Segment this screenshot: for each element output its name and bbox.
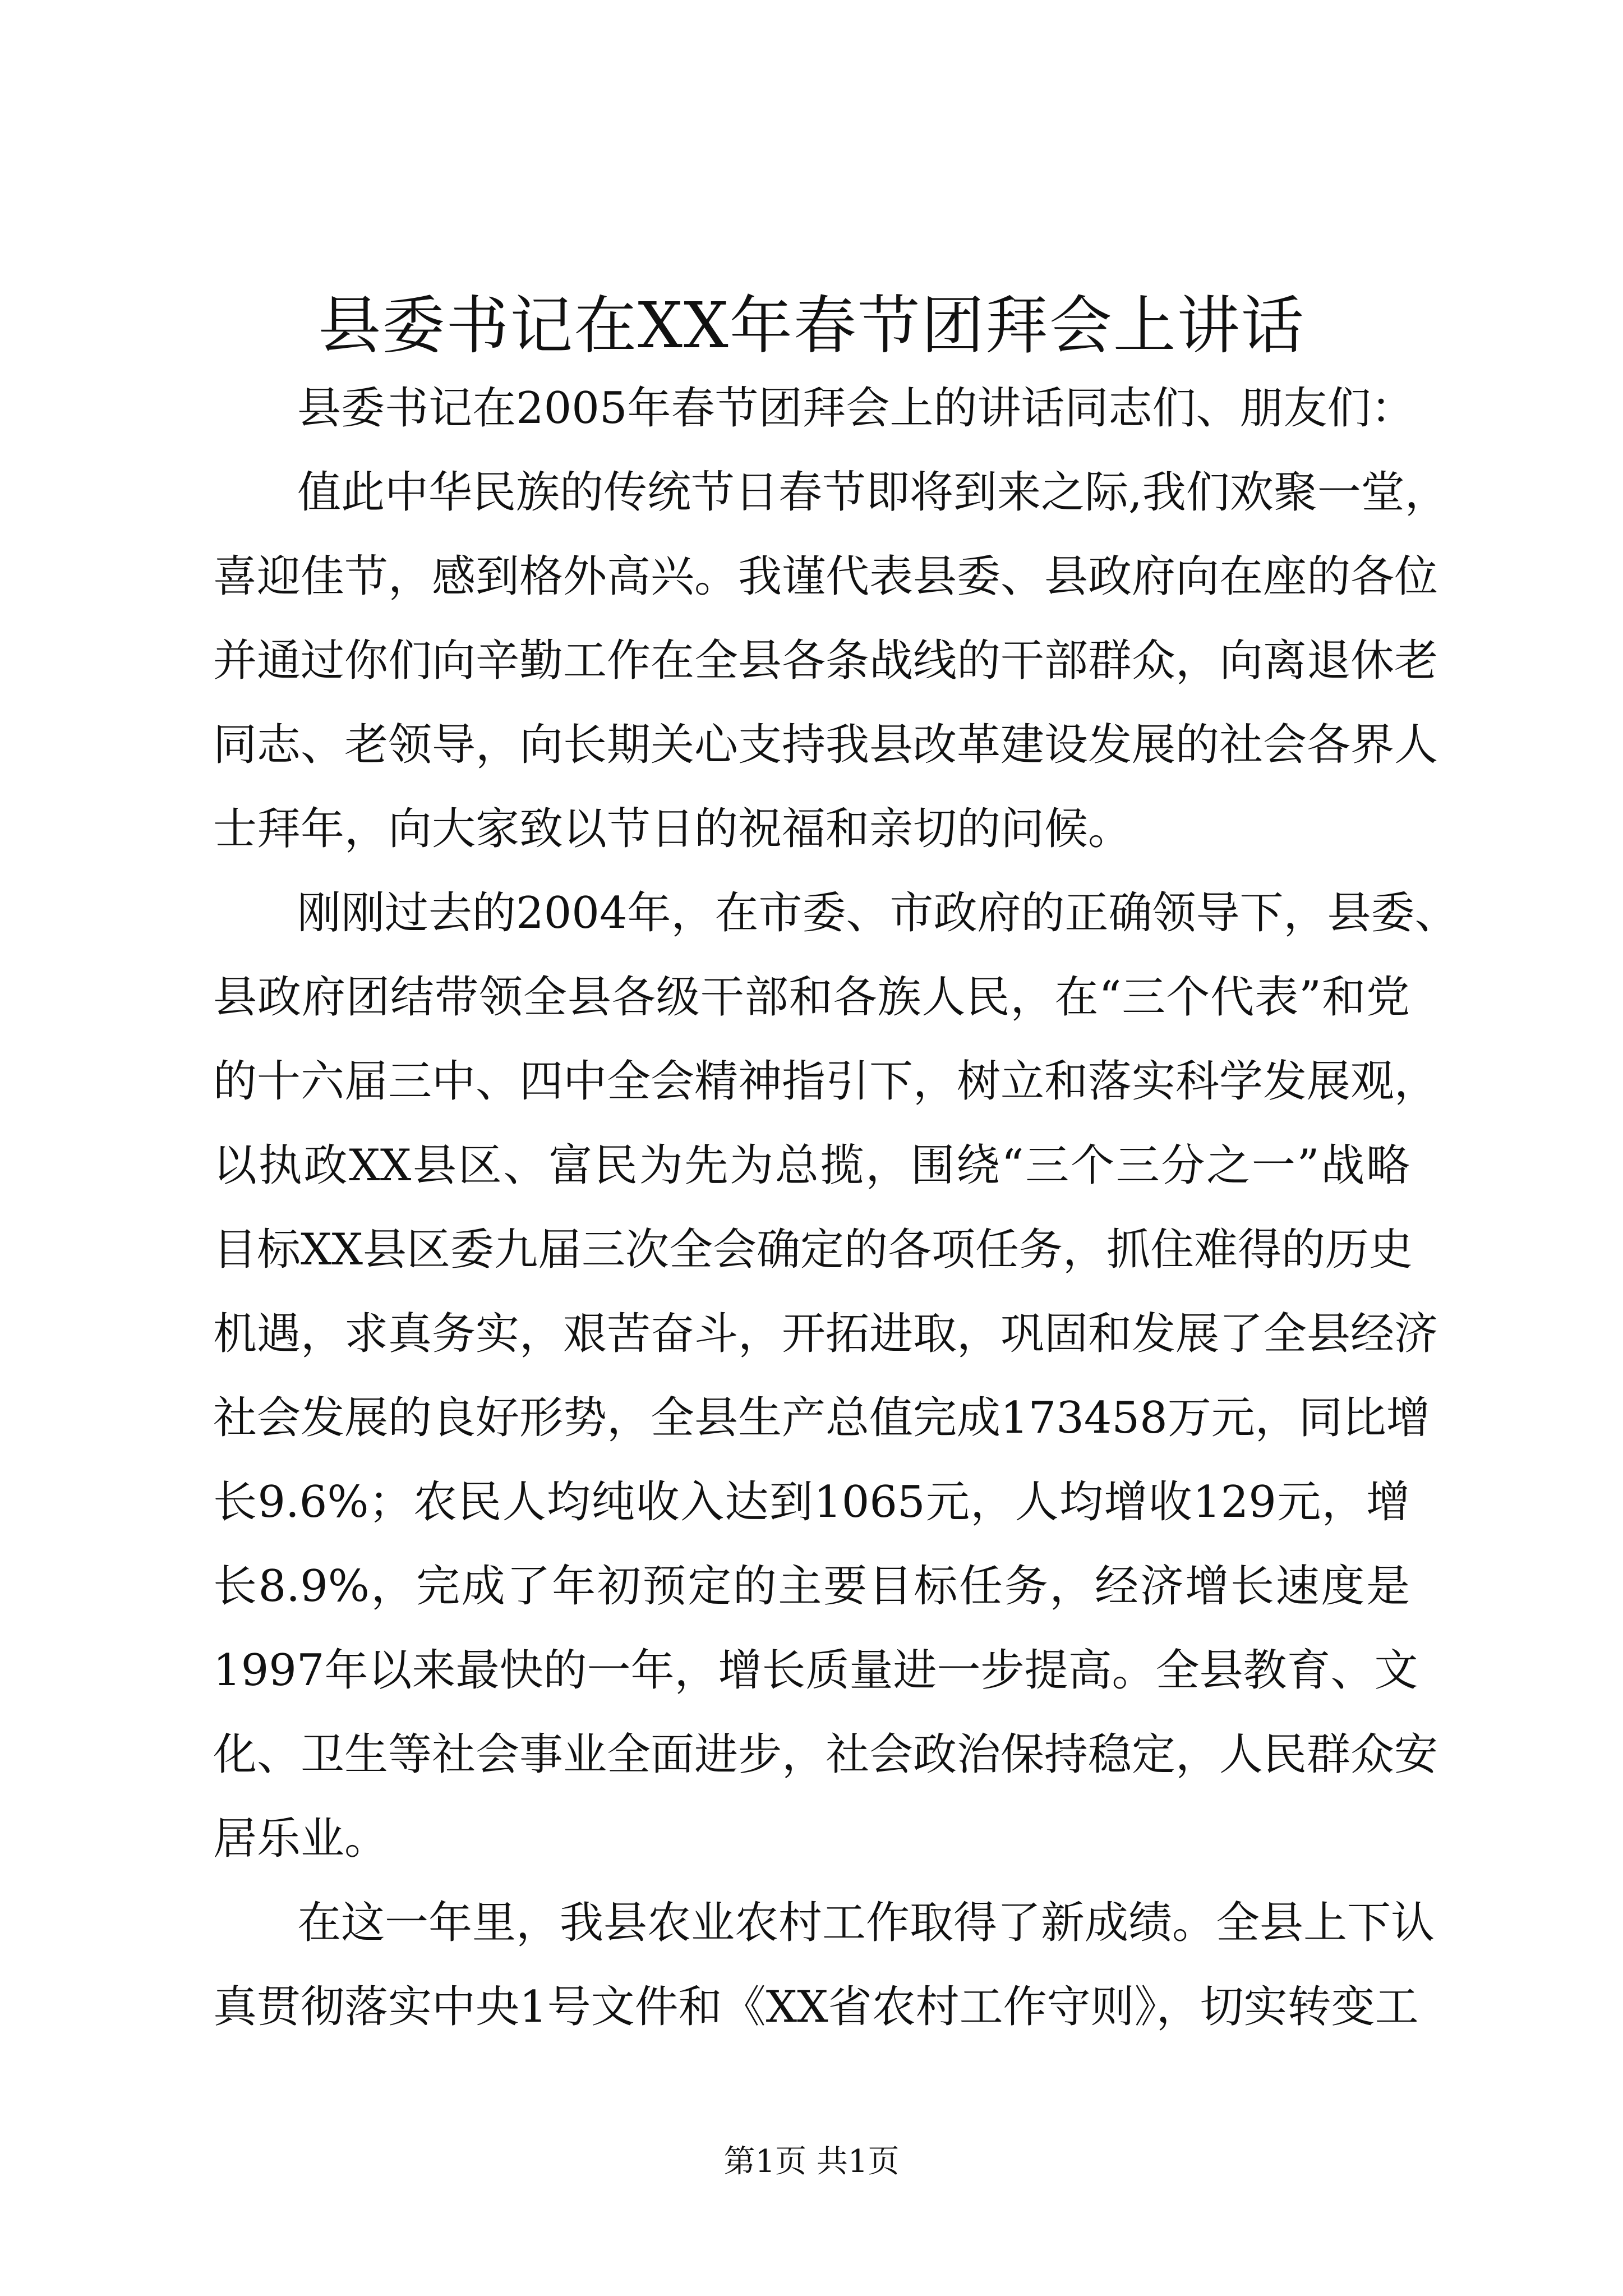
paragraph-line: 真贯彻落实中央1号文件和《XX省农村工作守则》，切实转变工 [213,1982,1419,2032]
paragraph-line: 刚刚过去的2004年，在市委、市政府的正确领导下，县委、 [297,888,1459,938]
paragraph-line: 在这一年里，我县农业农村工作取得了新成绩。全县上下认 [297,1898,1435,1948]
page-footer: 第1页 共1页 [723,2143,900,2180]
paragraph-line: 士拜年，向大家致以节日的祝福和亲切的问候。 [213,804,1132,854]
paragraph-line: 社会发展的良好形势，全县生产总值完成173458万元，同比增 [213,1393,1430,1443]
paragraph-line: 同志、老领导，向长期关心支持我县改革建设发展的社会各界人 [213,720,1438,770]
paragraph-line: 化、卫生等社会事业全面进步，社会政治保持稳定，人民群众安 [213,1729,1438,1780]
paragraph-line: 县政府团结带领全县各级干部和各族人民，在“三个代表”和党 [213,972,1410,1023]
paragraph-line: 喜迎佳节，感到格外高兴。我谨代表县委、县政府向在座的各位 [213,551,1438,602]
paragraph-line: 机遇，求真务实，艰苦奋斗，开拓进取，巩固和发展了全县经济 [213,1309,1438,1359]
paragraph-line: 居乐业。 [213,1814,389,1864]
paragraph-line: 以执政XX县区、富民为先为总揽，围绕“三个三分之一”战略 [213,1140,1410,1191]
paragraph-line: 并通过你们向辛勤工作在全县各条战线的干部群众，向离退休老 [213,636,1438,686]
paragraph-line: 1997年以来最快的一年，增长质量进一步提高。全县教育、文 [213,1645,1418,1696]
paragraph-line: 的十六届三中、四中全会精神指引下，树立和落实科学发展观， [213,1056,1438,1107]
paragraph-line: 值此中华民族的传统节日春节即将到来之际,我们欢聚一堂， [297,467,1449,518]
paragraph-line: 目标XX县区委九届三次全会确定的各项任务，抓住难得的历史 [213,1225,1413,1275]
document-title: 县委书记在XX年春节团拜会上讲话 [318,289,1305,362]
paragraph-line: 县委书记在2005年春节团拜会上的讲话同志们、朋友们： [297,383,1415,434]
paragraph-line: 长9.6%；农民人均纯收入达到1065元，人均增收129元，增 [213,1477,1410,1527]
paragraph-line: 长8.9%，完成了年初预定的主要目标任务，经济增长速度是 [213,1561,1410,1612]
